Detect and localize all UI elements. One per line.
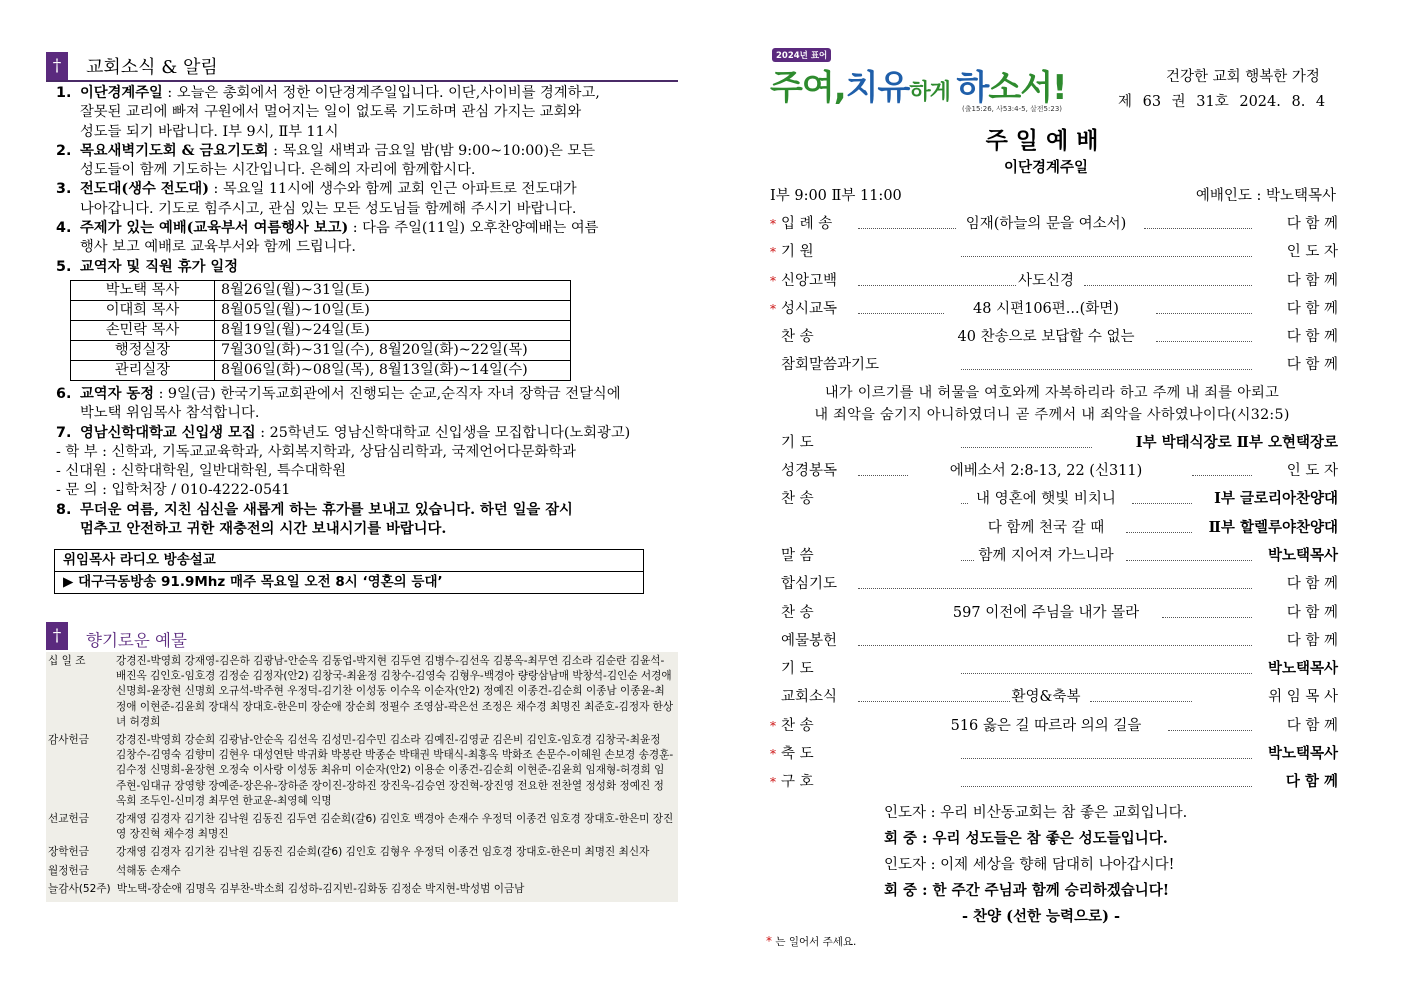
worship-item-leader: 다 함 께 [1286,272,1338,289]
news-item-continued: 박노택 위임목사 참석합니다. [80,405,260,422]
worship-item [766,485,1338,513]
leader-dots [1156,313,1252,314]
offering-names: 석해동 손재수 [116,864,181,877]
worship-item-leader: 다 함 께 [1286,216,1338,232]
news-item-line [80,385,678,404]
worship-item [766,210,1338,238]
offering-category: 장학헌금 [48,846,89,859]
leader-dots [961,503,968,504]
leader-dots [858,701,1010,702]
service-leader: 예배인도 : 박노택목사 [1195,188,1336,204]
leader-dots [1144,228,1252,229]
news-item-line [80,84,678,103]
worship-item-leader: 다 함 께 [1286,300,1338,317]
star-icon: * [770,775,776,790]
news-item-line [80,142,678,161]
admission-detail: - 문 의 : 입학처장 / 010-4222-0541 [56,482,291,499]
vacation-row [71,340,571,360]
worship-item-leader: 박노택목사 [1267,660,1338,678]
news-item [46,385,678,424]
news-item-number: 8. [56,501,72,518]
news-item-label: 주제가 있는 예배(교육부서 여름행사 보고) [80,220,349,237]
news-item-number: 6. [56,385,72,402]
worship-item-leader: 다 함 께 [1286,357,1338,374]
worship-item-label: 찬 송 [781,604,814,621]
news-list [46,84,678,539]
worship-item-leader: 다 함 께 [1285,773,1338,791]
worship-item-leader: 인 도 자 [1286,244,1338,261]
news-item-number: 5. [56,258,72,275]
news-item-text: : 다음 주일(11일) 오후찬양예배는 여름 [348,220,599,237]
news-item-label: 전도대(생수 전도대) [80,181,209,198]
offering-category: 선교헌금 [48,813,89,826]
worship-item-leader: 박노택목사 [1267,745,1338,763]
star-icon: * [770,245,776,260]
response-line: 회 중 : 우리 성도들은 참 좋은 성도들입니다. [884,830,1168,847]
news-item-continued: 나아갑니다. 기도로 힘주시고, 관심 있는 모든 성도님들 함께해 주시기 바랍니다. [80,200,577,217]
vacation-dates: 7월30일(화)~31일(수), 8월20일(화)~22일(목) [215,340,571,360]
offering-row [46,654,678,730]
worship-item [766,599,1338,627]
worship-item-content: 40 찬송으로 보답할 수 없는 [957,329,1135,346]
leader-dots [961,786,1252,787]
response-line: 인도자 : 우리 비산동교회는 참 좋은 교회입니다. [884,805,1188,821]
news-item-continued: 성도들이 함께 기도하는 시간입니다. 은혜의 자리에 함께합시다. [80,162,476,179]
leader-dots [858,313,944,314]
leader-dots [858,285,1016,286]
news-header [46,50,678,82]
leader-dots [1126,532,1192,533]
worship-item-content: 사도신경 [1017,272,1075,289]
admission-detail: - 학 부 : 신학과, 기독교교육학과, 사회복지학과, 상담심리학과, 국제언어다문화학과 [56,443,576,460]
star-icon: * [766,934,772,948]
worship-item [766,570,1338,598]
offering-row [46,812,678,842]
worship-item [766,457,1338,485]
leader-dots [1168,730,1252,731]
church-motto: 건강한 교회 행복한 가정 [1166,69,1320,85]
worship-item-leader: 박노택목사 [1267,546,1338,564]
worship-item-label: 기 원 [781,244,814,261]
vacation-dates: 8월06일(화)~08일(목), 8월13일(화)~14일(수) [215,360,571,380]
verse-line: 내가 이르기를 내 허물을 여호와께 자복하리라 하고 주께 내 죄를 아뢰고 [824,384,1280,401]
leader-dots [961,758,1252,759]
vacation-row [71,300,571,320]
news-item [46,180,678,219]
star-icon: * [770,217,776,231]
news-item-number: 3. [56,181,72,198]
worship-item-content: 내 영혼에 햇빛 비치니 [976,491,1116,508]
vacation-name: 행정실장 [71,340,215,360]
leader-dots [961,369,1252,370]
news-item-text: : 목요일 새벽과 금요일 밤(밤 9:00~10:00)은 모든 [268,142,596,159]
worship-item [766,740,1338,768]
note-text: 는 일어서 주세요. [775,936,857,948]
news-section [46,50,678,594]
news-item [46,258,678,277]
vacation-dates: 8월19일(월)~24일(토) [215,320,571,340]
worship-item [766,542,1338,570]
leader-dots [858,588,1252,589]
worship-item-label: 찬 송 [781,491,814,508]
news-item-text: : 25학년도 영남신학대학교 신입생을 모집합니다(노회광고) [255,424,631,441]
offering-list [46,652,678,902]
leader-dots [1162,617,1252,618]
offering-row-last [46,882,678,897]
news-item-label: 이단경계주일 [80,85,163,101]
offering-title: 향기로운 예물 [86,631,187,650]
leader-dots [1156,341,1252,342]
star-icon: * [770,747,776,762]
leader-dots [1192,475,1252,476]
news-item-continued: 성도들 되기 바랍니다. Ⅰ부 9시, Ⅱ부 11시 [80,123,339,140]
news-item-label: 교역자 동정 [80,385,155,402]
worship-item-label: 교회소식 [781,689,838,706]
news-item-number: 1. [56,85,72,101]
offering-row [46,733,678,809]
news-item-text: : 오늘은 총회에서 정한 이단경계주일입니다. 이단,사이비를 경계하고, [162,85,600,101]
order-of-worship [766,210,1338,797]
news-item-label: 목요새벽기도회 & 금요기도회 [80,142,269,159]
worship-item [766,683,1338,711]
offering-names: 강경진-박영희 강순희 김광남-안순옥 김선옥 김성민-김수민 김소라 김예진-김영균 김은비 김인호-임호경 김창국-최윤정 김창수-김영숙 김향미 김현우 대성연탄 박귀화 박봉란 박종순 박태권 박태식-최홍옥 박화조 손문수-이혜원 손보경 송경훈-김수정 신명희-윤장현 오정숙 이사랑 이성동 최유미 이순자(안2) 이용순 이종건-김순희 이현준-김윤희 임재형-허경희 임주현-임대규 장영향 장예준-장은유-장하준 장이진-장하진 장진욱-김승연 장진혁-장진영 전요한 전찬열 정성화 정예진 정옥희 조두인-신미경 최무연 한교운-최영혜 익명 [116,734,674,807]
news-item [46,219,678,258]
worship-item-label: 축 도 [781,746,814,763]
worship-item-label: 기 도 [781,661,814,678]
news-item [46,142,678,181]
offering-names: 강경진-박영희 강재영-김은하 김광남-안순옥 김동업-박지현 김두연 김병수-김선옥 김봉옥-최무연 김소라 김순란 김윤석-배진옥 김인호-임호경 김정순 김정자(안2) 김창국-최윤정 김창수-김영숙 김형우-백경아 량랑삼남매 박창석-김인순 서경애 신명희-윤장현 신명희 오규석-박주현 우정덕-김기찬 이성동 이수옥 이순자(안2) 정예진 이종건-김순희 이종남 이종윤-최정애 이현준-김윤희 장대식 장대호-한은미 장순애 장순희 정필수 조영삼-곽은선 조정은 채수경 최명진 최준호-김정자 한상녀 허경희 [116,655,674,728]
worship-item [766,768,1338,796]
news-item [46,84,678,142]
offering-category: 월정헌금 [48,864,89,877]
offering-row [46,864,678,879]
logo-year-tag: 2024년 표어 [772,48,831,62]
logo-text: 주여,치유하게 하소서! [770,68,1067,108]
vacation-dates: 8월05일(월)~10일(토) [215,300,571,320]
worship-item-leader: 다 함 께 [1286,717,1338,734]
leader-dots [1132,503,1192,504]
news-item [46,424,678,443]
worship-item-label: 신앙고백 [781,272,838,289]
star-icon: * [770,301,776,316]
worship-item [766,238,1338,266]
closing-hymn: - 찬양 (선한 능력으로) - [961,908,1120,925]
offering-category: 십 일 조 [48,655,86,667]
issue-info: 제 63 권 31호 2024. 8. 4 [1118,94,1326,110]
news-item-8-line2: 멈추고 안전하고 귀한 재충전의 시간 보내시기를 바랍니다. [80,521,447,538]
responsive-reading [766,800,1346,930]
worship-item-label: 참회말씀과기도 [781,357,880,374]
leader-dots [858,645,1252,646]
worship-item-content: 48 시편106편...(화면) [973,300,1119,317]
logo-reference: (출15:26, 사53:4-5, 살전5:23) [962,105,1063,113]
vacation-name: 이대희 목사 [71,300,215,320]
worship-item-leader: 인 도 자 [1286,463,1338,480]
worship-item [766,351,1338,379]
worship-item-leader: Ⅰ부 박태식장로 Ⅱ부 오현택장로 [1135,433,1338,451]
worship-item-label: 말 씀 [781,547,814,564]
worship-item-content: 에베소서 2:8-13, 22 (신311) [949,463,1143,480]
worship-item [766,323,1338,351]
worship-item-content: 597 이전에 주님을 내가 몰라 [952,604,1140,621]
worship-item [766,627,1338,655]
news-item-line [80,258,678,277]
service-subtitle: 이단경계주일 [1003,160,1089,176]
motto-logo [766,44,1067,114]
offering-row [46,845,678,860]
news-item-number: 4. [56,220,72,237]
leader-dots [1090,701,1192,702]
leader-dots [961,256,1252,257]
worship-item-label: 기 도 [781,434,814,451]
news-item-text: : 9일(금) 한국기독교회관에서 진행되는 순교,순직자 자녀 장학금 전달식에 [154,385,621,402]
worship-item-leader: Ⅰ부 글로리아찬양대 [1214,490,1338,508]
leader-dots [858,228,956,229]
news-item-8 [46,501,678,540]
worship-item-leader: 위 임 목 사 [1268,689,1338,706]
worship-item-content: 516 옳은 길 따르라 의의 길을 [950,717,1142,734]
worship-item [766,712,1338,740]
admission-detail: - 신대원 : 신학대학원, 일반대학원, 특수대학원 [56,463,347,480]
news-item-continued: 행사 보고 예배로 교육부서와 함께 드립니다. [80,239,356,256]
offering-category: 늘감사(52주) [48,882,111,895]
offering-header [46,622,678,652]
news-item-text: : 목요일 11시에 생수와 함께 교회 인근 아파트로 전도대가 [209,181,577,198]
radio-detail: ▶ 대구극동방송 91.9Mhz 매주 목요일 오전 8시 ‘영혼의 등대’ [55,571,643,593]
leader-dots [858,475,908,476]
leader-dots [961,447,1092,448]
leader-dots [961,560,974,561]
offering-names: 강재영 김경자 김기찬 김낙원 김동진 김두연 김순희(갈6) 김인호 백경아 손재수 우정덕 이종건 임호경 장대호-한은미 장진영 장진혁 채수경 최명진 [116,813,674,841]
worship-item-leader: Ⅱ부 할렐루야찬양대 [1208,518,1338,536]
worship-item-leader: 다 함 께 [1286,604,1338,621]
news-item-line [80,219,678,238]
star-icon: * [770,718,776,733]
vacation-row [71,280,571,300]
vacation-name: 손민락 목사 [71,320,215,340]
worship-item-label: 찬 송 [781,717,814,734]
worship-item-leader: 다 함 께 [1286,576,1338,593]
news-item-continued: 잘못된 교리에 빠져 구원에서 멀어지는 일이 없도록 기도하며 관심 가지는 교회와 [80,104,582,121]
cross-icon: † [46,52,68,80]
worship-item-leader: 다 함 께 [1286,329,1338,346]
vacation-row [71,360,571,380]
worship-item-leader: 다 함 께 [1286,632,1338,649]
offering-names: 박노택-장순애 김명옥 김부찬-박소희 김성하-김지빈-김화동 김정순 박지현-박성범 이금남 [116,882,525,895]
vacation-table [70,280,571,381]
worship-item [766,267,1338,295]
response-line: 인도자 : 이제 세상을 향해 담대히 나아갑시다! [884,857,1175,873]
leader-dots [1084,285,1252,286]
response-line: 회 중 : 한 주간 주님과 함께 승리하겠습니다! [884,882,1170,899]
offering-category: 감사헌금 [48,734,89,747]
vacation-dates: 8월26일(월)~31일(토) [215,280,571,300]
worship-item-label: 성경봉독 [781,463,838,480]
worship-item-content: 환영&축복 [1011,689,1081,706]
service-title: 주일예배 [985,127,1107,154]
vacation-name: 박노택 목사 [71,280,215,300]
offering-names: 강재영 김경자 김기찬 김낙원 김동진 김순희(갈6) 김인호 김형우 우정덕 이종건 임호경 장대호-한은미 최명진 최신자 [116,846,650,859]
leader-dots [961,673,1252,674]
vacation-row [71,320,571,340]
worship-item-label: 합심기도 [781,576,838,593]
verse-line: 내 죄악을 숨기지 아니하였더니 곧 주께서 내 죄악을 사하였나이다(시32:5) [814,406,1290,423]
radio-title: 위임목사 라디오 방송설교 [63,552,216,569]
cross-icon: † [46,622,68,650]
news-item-line [80,180,678,199]
confession-verse [766,380,1338,429]
radio-box [54,549,644,594]
star-icon: * [770,273,776,288]
worship-item [766,514,1338,542]
worship-item-content: 다 함께 천국 갈 때 [987,519,1105,536]
news-item-number: 2. [56,142,72,159]
worship-item [766,429,1338,457]
news-item-number: 7. [56,424,72,441]
standing-note [766,934,856,949]
news-item-label: 영남신학대학교 신입생 모집 [80,424,256,441]
worship-item-label: 구 호 [781,774,814,791]
worship-item-label: 예물봉헌 [781,632,838,649]
news-item-label: 교역자 및 직원 휴가 일정 [80,258,239,275]
vacation-name: 관리실장 [71,360,215,380]
news-item-line [80,424,678,443]
worship-item [766,655,1338,683]
service-times: Ⅰ부 9:00 Ⅱ부 11:00 [770,188,902,204]
worship-item-label: 찬 송 [781,329,814,346]
news-title: 교회소식 & 알림 [86,57,218,78]
worship-item-content: 임재(하늘의 문을 여소서) [965,216,1127,232]
worship-item-content: 함께 지어져 가느니라 [978,547,1114,564]
leader-dots [1126,560,1252,561]
worship-item-label: 입 례 송 [781,216,833,232]
worship-item [766,295,1338,323]
news-item-8-line1: 무더운 여름, 지친 심신을 새롭게 하는 휴가를 보내고 있습니다. 하던 일을 잠시 [80,501,573,518]
worship-item-label: 성시교독 [781,300,838,317]
offering-section [46,622,678,902]
